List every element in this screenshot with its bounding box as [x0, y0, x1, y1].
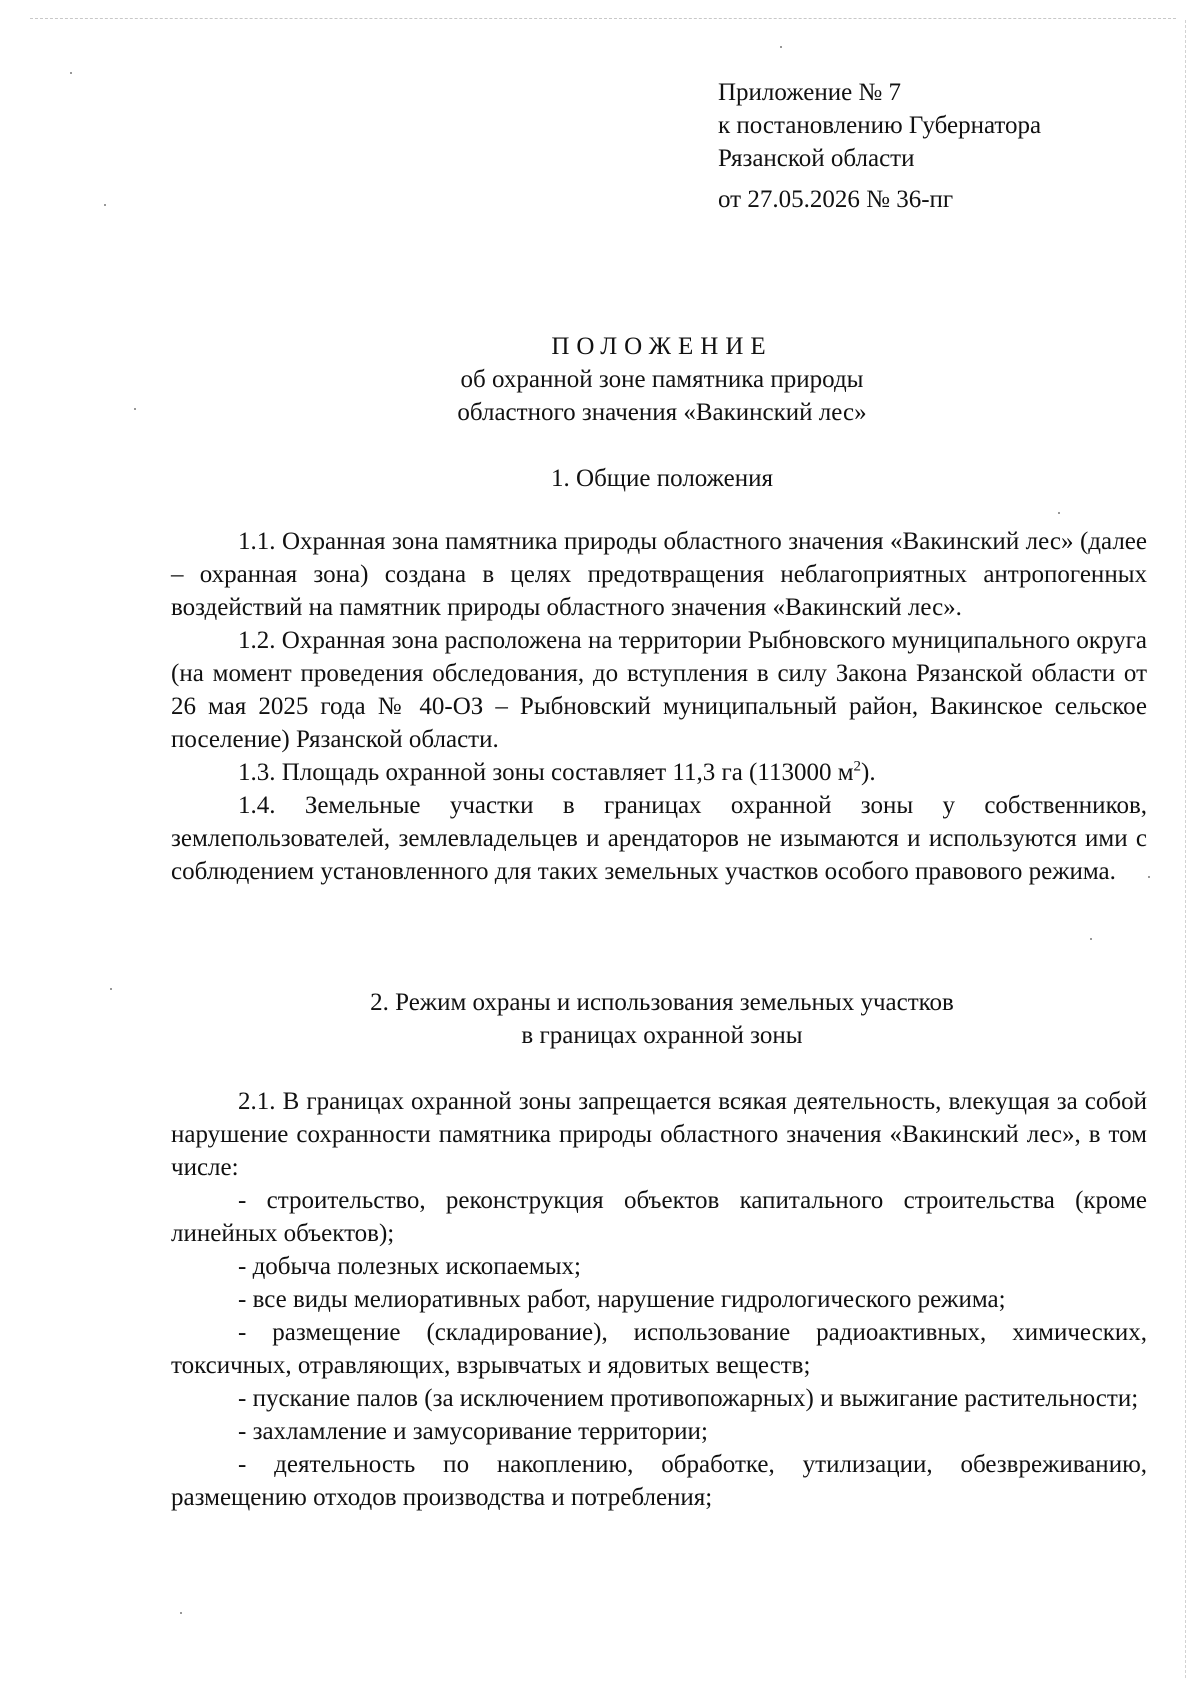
section-2-heading — [0, 986, 1200, 1052]
scan-speck — [1090, 938, 1092, 940]
appendix-decree-ref: к постановлению Губернатора — [718, 112, 1042, 139]
list-item: - все виды мелиоративных работ, нарушение гидрологического режима; — [238, 1286, 1006, 1313]
title-subtitle-1: об охранной зоне памятника природы — [460, 366, 864, 393]
list-item: - захламление и замусоривание территории; — [238, 1418, 708, 1445]
appendix-region: Рязанской области — [718, 145, 915, 172]
list-item: - пускание палов (за исключением противопожарных) и выжигание растительности; — [238, 1385, 1139, 1412]
scan-speck — [780, 46, 782, 48]
paragraph-1-3-end: ). — [861, 759, 876, 786]
paragraph-2-1: 2.1. В границах охранной зоны запрещается всякая деятельность, влекущая за собой нарушение сохранности памятника природы областного значения «Вакинский лес», в том числе: — [171, 1088, 1147, 1181]
paragraph-1-3-text: 1.3. Площадь охранной зоны составляет 11,3 га (113000 м — [238, 759, 854, 786]
section-2-heading-line-1: 2. Режим охраны и использования земельных участков — [370, 989, 954, 1016]
section-1-heading: 1. Общие положения — [551, 465, 773, 492]
scan-speck — [70, 72, 72, 74]
scan-speck — [1148, 876, 1150, 878]
list-item: - добыча полезных ископаемых; — [238, 1253, 581, 1280]
list-item: - деятельность по накоплению, обработке, утилизации, обезвреживанию, размещению отходов производства и потребления; — [171, 1451, 1147, 1511]
paragraph-1-2: 1.2. Охранная зона расположена на территории Рыбновского муниципального округа (на момент проведения обследования, до вступления в силу Закона Рязанской области от 26 мая 2025 года № 40-ОЗ – Рыбновский муниципальный район, Вакинское сельское поселение) Рязанской области. — [171, 627, 1147, 753]
list-item: - строительство, реконструкция объектов капитального строительства (кроме линейных объектов); — [171, 1187, 1147, 1247]
title-subtitle-2: областного значения «Вакинский лес» — [457, 399, 867, 426]
scan-speck — [104, 204, 106, 206]
paragraph-1-3 — [171, 756, 1147, 789]
appendix-header — [718, 76, 1041, 216]
section-1-body — [171, 525, 1147, 888]
section-2-body — [171, 1085, 1147, 1514]
scan-speck — [1058, 512, 1060, 514]
paragraph-1-3-superscript: 2 — [853, 758, 862, 775]
scan-edge-top — [30, 18, 1176, 19]
section-2-heading-line-2: в границах охранной зоны — [521, 1022, 803, 1049]
scan-edge-right — [1185, 20, 1186, 1678]
paragraph-1-4: 1.4. Земельные участки в границах охранной зоны у собственников, землепользователей, землевладельцев и арендаторов не изымаются и используются ими с соблюдением установленного для таких земельных участков особого правового режима. — [171, 792, 1147, 885]
title-main: ПОЛОЖЕНИЕ — [551, 333, 773, 360]
scan-speck — [180, 1612, 182, 1614]
document-title — [0, 330, 1200, 429]
appendix-number: Приложение № 7 — [718, 79, 902, 106]
appendix-date: от 27.05.2026 № 36-пг — [718, 186, 954, 213]
paragraph-1-1: 1.1. Охранная зона памятника природы областного значения «Вакинский лес» (далее – охранная зона) создана в целях предотвращения неблагоприятных антропогенных воздействий на памятник природы областного значения «Вакинский лес». — [171, 528, 1147, 621]
list-item: - размещение (складирование), использование радиоактивных, химических, токсичных, отравляющих, взрывчатых и ядовитых веществ; — [171, 1319, 1147, 1379]
